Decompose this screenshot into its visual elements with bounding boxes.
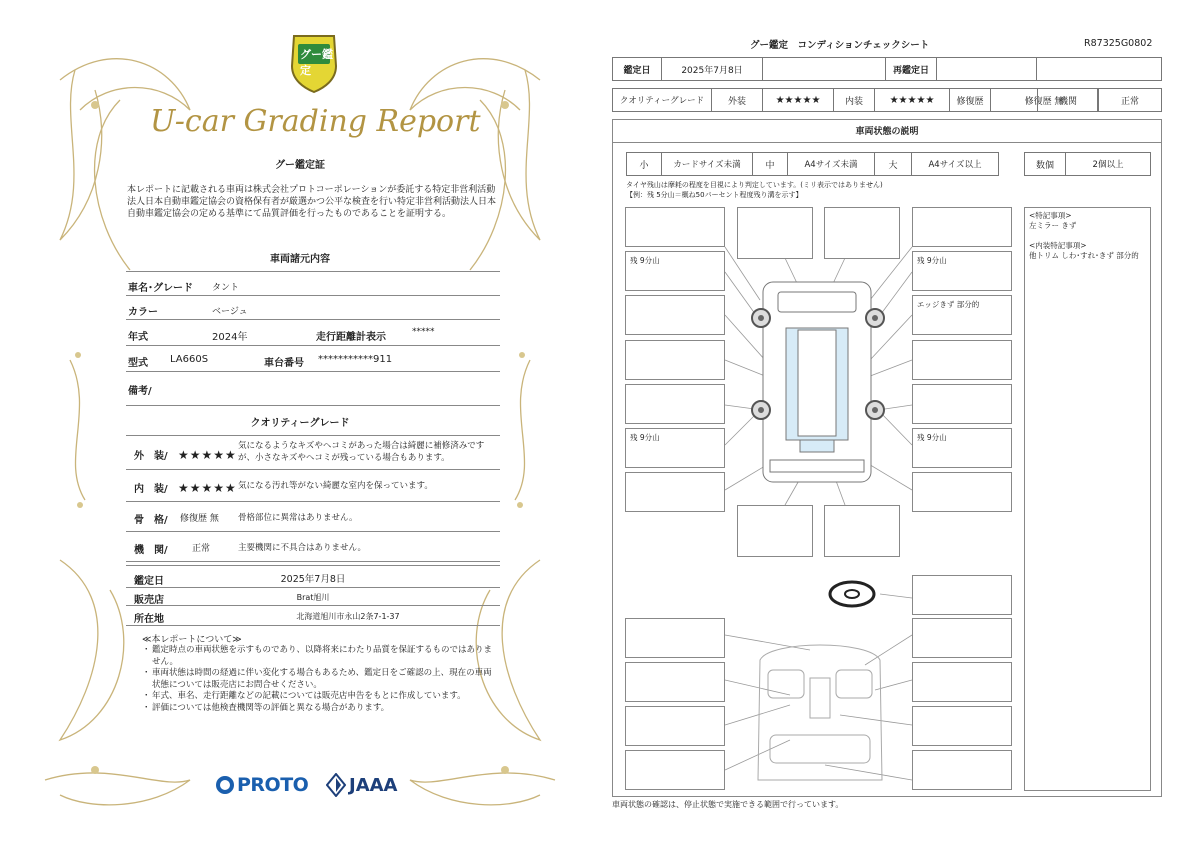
damage-box: [912, 384, 1012, 424]
spec-row-remarks: [126, 372, 500, 406]
tire-note-1: タイヤ残山は摩耗の程度を目視により判定しています。(ミリ表示ではありません): [626, 181, 883, 189]
jaaa-logo-text: JAAA: [349, 774, 398, 796]
remarks-heading: <特記事項>: [1029, 211, 1072, 220]
name-label: 車名･グレード: [128, 283, 193, 294]
notes-heading: ≪本レポートについて≫: [142, 635, 242, 645]
size-large-label: 大: [874, 152, 912, 176]
interior-box: [625, 618, 725, 658]
exterior-label: 外装: [711, 88, 763, 112]
interior-box: [625, 706, 725, 746]
damage-box-front: [824, 207, 900, 259]
tire-box-front-right: [912, 251, 1012, 291]
interior-stars: ★★★★★: [874, 88, 950, 112]
date-label: 鑑定日: [134, 576, 164, 587]
remarks-label: 備考/: [128, 386, 152, 397]
frame-desc: 骨格部位に異常はありません。: [238, 513, 358, 523]
note-item: ・ 鑑定時点の車両状態を示すものであり、以降将来にわたり品質を保証するものではありません。: [142, 645, 492, 668]
color-value: ベージュ: [212, 307, 248, 317]
interior-desc: 気になる汚れ等がない綺麗な室内を保っています。: [238, 481, 433, 491]
exterior-desc: 気になるようなキズやヘコミがあった場合は綺麗に補修済みですが、小さなキズやヘコミが残っている場合もあります。: [238, 441, 485, 463]
count-desc: 2個以上: [1065, 152, 1151, 176]
damage-box-rear: [824, 505, 900, 557]
quality-row-engine: [126, 532, 500, 562]
badge-text: グー鑑定: [300, 48, 333, 77]
jaaa-logo: [326, 772, 398, 798]
model-label: 型式: [128, 358, 148, 369]
tire-rear-right-label: 残 9分山: [917, 433, 947, 442]
interior-box: [912, 706, 1012, 746]
engine-desc: 主要機関に不具合はありません。: [238, 543, 367, 553]
engine-label: 機関: [1037, 88, 1099, 112]
exterior-label: 外 装/: [134, 451, 168, 462]
tire-box-rear-left: [625, 428, 725, 468]
interior-label: 内装: [833, 88, 875, 112]
proto-logo: [216, 772, 308, 798]
tire-front-left-label: 残 9分山: [630, 256, 660, 265]
tire-rear-left-label: 残 9分山: [630, 433, 660, 442]
engine-label: 機 関/: [134, 545, 168, 556]
spec-heading: 車両諸元内容: [270, 254, 330, 265]
damage-box: [625, 295, 725, 335]
note-item: ・ 車両状態は時間の経過に伴い変化する場合もあるため、鑑定日をご確認の上、現在の車両状態については販売店にお問合せください。: [142, 668, 492, 691]
condition-check-sheet: [600, 0, 1200, 848]
quality-heading: クオリティーグレード: [250, 418, 350, 429]
size-small-desc: カードサイズ未満: [661, 152, 753, 176]
year-value: 2024年: [212, 332, 248, 343]
notes-list: [142, 645, 492, 714]
quality-row-frame: [126, 502, 500, 532]
certificate-title: グー鑑定証: [275, 160, 325, 171]
interior-box: [912, 618, 1012, 658]
info-row-address: [126, 606, 500, 626]
interior-box: [625, 662, 725, 702]
note-item: ・ 評価については他検査機関等の評価と異なる場合があります。: [142, 703, 492, 715]
reappraisal-date-label: 再鑑定日: [885, 57, 937, 81]
note-item: ・ 年式、車名、走行距離などの記載については販売店申告をもとに作成しています。: [142, 691, 492, 703]
certificate-intro: 本レポートに記載される車両は株式会社プロトコーポレーションが委託する特定非営利活動法人日本自動車鑑定協会の資格保有者が厳選かつ公平な検査を行い特定非営利活動法人日本自動車鑑定協会の定める基準にて品質評価を行ったものであることを証明する。: [127, 185, 497, 219]
damage-box-steering: [912, 575, 1012, 615]
year-label: 年式: [128, 332, 148, 343]
damage-box-front-left: [625, 207, 725, 247]
spec-row-name: [126, 272, 500, 296]
spec-row-color: [126, 296, 500, 320]
dealer-value: Brat旭川: [296, 593, 330, 602]
model-value: LA660S: [170, 354, 209, 365]
interior-label: 内 装/: [134, 484, 168, 495]
proto-logo-text: PROTO: [237, 774, 309, 796]
tire-box-rear-right: [912, 428, 1012, 468]
quality-row-exterior: [126, 436, 500, 470]
appraisal-date-label: 鑑定日: [612, 57, 662, 81]
mileage-value: *****: [412, 327, 435, 337]
info-row-dealer: [126, 588, 500, 606]
interior-box: [912, 662, 1012, 702]
size-medium-desc: A4サイズ未満: [787, 152, 875, 176]
damage-box-front: [737, 207, 813, 259]
spec-row-model: [126, 346, 500, 372]
interior-stars: ★★★★★: [178, 481, 237, 495]
spec-row-year: [126, 320, 500, 346]
appraisal-date-value: 2025年7月8日: [661, 57, 763, 81]
tire-box-front-left: [625, 251, 725, 291]
exterior-stars: ★★★★★: [178, 448, 237, 462]
sheet-footer: 車両状態の確認は、停止状態で実施できる範囲で行っています。: [612, 800, 844, 809]
dealer-label: 販売店: [134, 595, 164, 606]
chassis-label: 車台番号: [264, 358, 304, 369]
info-row-date: [126, 566, 500, 588]
frame-value: 修復歴 無: [180, 514, 219, 524]
exterior-stars: ★★★★★: [762, 88, 834, 112]
damage-box-edge: [912, 295, 1012, 335]
tire-note-2: 【例：残 5分山＝概ね50パーセント程度残り溝を示す】: [626, 191, 803, 199]
address-value: 北海道旭川市永山2条7-1-37: [296, 612, 400, 621]
chassis-value: ***********911: [318, 354, 393, 365]
damage-box: [912, 472, 1012, 512]
interior-remarks-value: 他トリム しわ･すれ･きず 部分的: [1029, 251, 1139, 260]
interior-box: [625, 750, 725, 790]
size-medium-label: 中: [752, 152, 788, 176]
engine-value: 正常: [1098, 88, 1162, 112]
count-label: 数個: [1024, 152, 1066, 176]
damage-box: [625, 340, 725, 380]
date-value: 2025年7月8日: [280, 574, 346, 585]
name-value: タント: [212, 283, 240, 293]
mileage-label: 走行距離計表示: [316, 332, 386, 343]
remarks-value: 左ミラー きず: [1029, 221, 1077, 230]
repair-history-value: 修復歴 無: [990, 88, 1098, 112]
damage-box-front-right: [912, 207, 1012, 247]
damage-box: [625, 472, 725, 512]
damage-box: [912, 340, 1012, 380]
quality-row-interior: [126, 470, 500, 502]
steering-wheel-icon: [830, 582, 874, 606]
jaaa-mark-icon: [326, 773, 346, 797]
status-heading: 車両状態の説明: [612, 119, 1162, 143]
repair-history-label: 修復歴: [949, 88, 991, 112]
color-label: カラー: [128, 307, 158, 318]
interior-box: [912, 750, 1012, 790]
goo-appraisal-badge: [286, 32, 342, 94]
report-title: U-car Grading Report: [150, 104, 481, 139]
quality-grade-label: クオリティーグレード: [612, 88, 712, 112]
interior-remarks-heading: <内装特記事項>: [1029, 241, 1087, 250]
sheet-id: R87325G0802: [1084, 38, 1153, 49]
size-small-label: 小: [626, 152, 662, 176]
sheet-title: グー鑑定 コンディションチェックシート: [750, 40, 930, 51]
frame-label: 骨 格/: [134, 515, 168, 526]
tire-front-right-label: 残 9分山: [917, 256, 947, 265]
proto-mark-icon: [216, 776, 234, 794]
address-label: 所在地: [134, 614, 164, 625]
damage-box-rear: [737, 505, 813, 557]
edge-damage-label: エッジきず 部分的: [917, 300, 980, 309]
engine-value: 正常: [192, 544, 211, 554]
damage-box: [625, 384, 725, 424]
size-large-desc: A4サイズ以上: [911, 152, 999, 176]
